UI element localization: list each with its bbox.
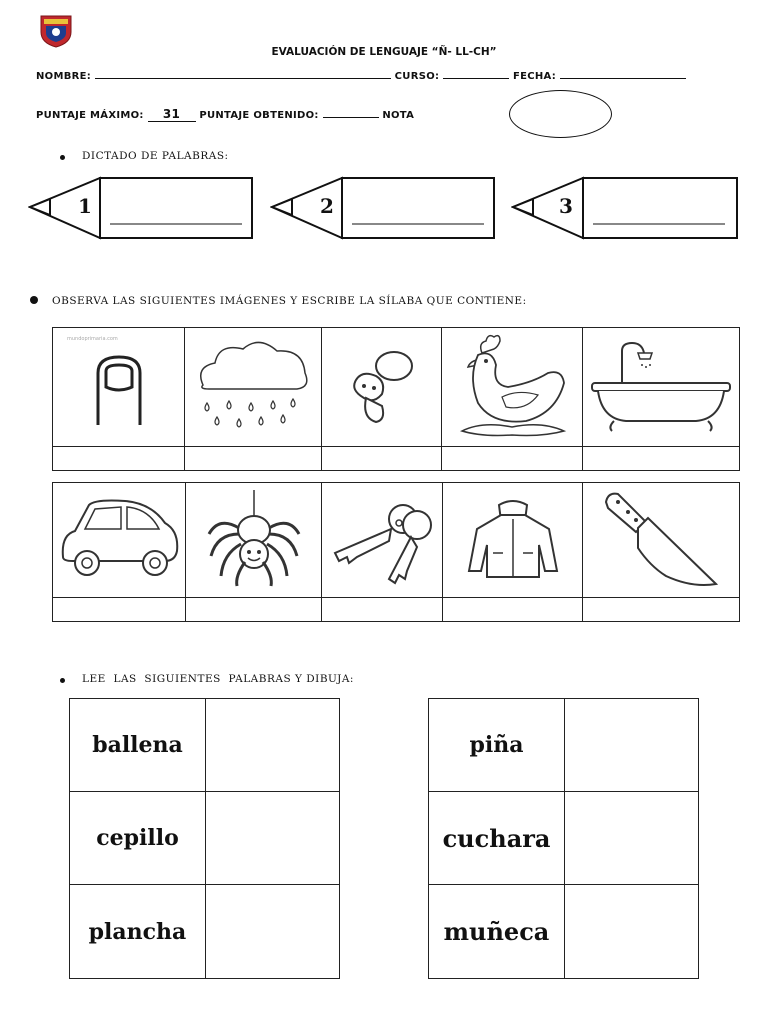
answer-cell[interactable]: [443, 598, 583, 622]
image-grid-2: [52, 482, 740, 622]
keys-icon: [322, 483, 442, 597]
drawing-cell[interactable]: [206, 792, 340, 885]
pencil-box-2[interactable]: [270, 176, 498, 240]
lee-heading: LEE LAS SIGUIENTES PALABRAS Y DIBUJA:: [82, 673, 354, 685]
word-table-right: [428, 698, 699, 979]
answer-cell[interactable]: [583, 447, 740, 471]
puntaje-obtenido-label: PUNTAJE OBTENIDO:: [199, 110, 319, 121]
nota-oval[interactable]: [509, 90, 612, 138]
bullet-icon: [30, 296, 38, 304]
answer-cell[interactable]: [322, 598, 443, 622]
picture-cell: [321, 328, 441, 447]
picture-cell: [583, 328, 740, 447]
pencil-number-3: 3: [559, 194, 573, 218]
word-cell: plancha: [70, 885, 206, 979]
puntaje-maximo-label: PUNTAJE MÁXIMO:: [36, 110, 144, 121]
picture-cell: [443, 483, 583, 598]
drawing-cell[interactable]: [565, 885, 699, 979]
picture-cell: [583, 483, 740, 598]
picture-cell: [53, 328, 185, 447]
image-grid-1: [52, 327, 740, 471]
nota-label: NOTA: [382, 110, 415, 121]
nombre-label: NOMBRE:: [36, 71, 92, 82]
dictado-heading: DICTADO DE PALABRAS:: [82, 150, 229, 162]
rain-cloud-icon: [185, 328, 321, 446]
word-cell: cepillo: [70, 792, 206, 885]
school-logo: [38, 12, 74, 48]
pencil-box-3[interactable]: [511, 176, 741, 240]
picture-cell: [53, 483, 186, 598]
drawing-cell[interactable]: [565, 699, 699, 792]
watermark-text: mundoprimaria.com: [67, 336, 118, 342]
word-cell: muñeca: [429, 885, 565, 979]
word-table-left: [69, 698, 340, 979]
pencil-box-1[interactable]: [28, 176, 256, 240]
nail-icon: [53, 328, 184, 446]
picture-cell: [185, 483, 321, 598]
answer-cell[interactable]: [442, 447, 583, 471]
answer-cell[interactable]: [321, 447, 441, 471]
word-cell: ballena: [70, 699, 206, 792]
bathtub-icon: [583, 328, 739, 446]
pencil-number-2: 2: [320, 194, 334, 218]
spider-icon: [186, 483, 321, 597]
car-icon: [53, 483, 185, 597]
pacifier-icon: [322, 328, 441, 446]
jacket-icon: [443, 483, 582, 597]
answer-cell[interactable]: [53, 598, 186, 622]
drawing-cell[interactable]: [206, 699, 340, 792]
observa-heading: OBSERVA LAS SIGUIENTES IMÁGENES Y ESCRIBE LA SÍLABA QUE CONTIENE:: [52, 295, 527, 307]
word-cell: piña: [429, 699, 565, 792]
picture-cell: [322, 483, 443, 598]
word-cell: cuchara: [429, 792, 565, 885]
knife-icon: [583, 483, 739, 597]
puntaje-maximo-value: 31: [148, 107, 196, 122]
answer-cell[interactable]: [583, 598, 740, 622]
pencil-number-1: 1: [78, 194, 92, 218]
hen-icon: [442, 328, 582, 446]
answer-cell[interactable]: [185, 598, 321, 622]
drawing-cell[interactable]: [565, 792, 699, 885]
answer-cell[interactable]: [53, 447, 185, 471]
drawing-cell[interactable]: [206, 885, 340, 979]
fecha-field[interactable]: [560, 68, 686, 79]
document-title: EVALUACIÓN DE LENGUAJE “Ñ- LL-CH”: [271, 46, 497, 58]
bullet-icon: [60, 678, 65, 683]
picture-cell: [185, 328, 322, 447]
answer-cell[interactable]: [185, 447, 322, 471]
puntaje-obtenido-field[interactable]: [323, 107, 379, 118]
picture-cell: [442, 328, 583, 447]
fecha-label: FECHA:: [512, 71, 557, 82]
nombre-field[interactable]: [95, 68, 391, 79]
curso-field[interactable]: [443, 68, 509, 79]
curso-label: CURSO:: [394, 71, 440, 82]
bullet-icon: [60, 155, 65, 160]
